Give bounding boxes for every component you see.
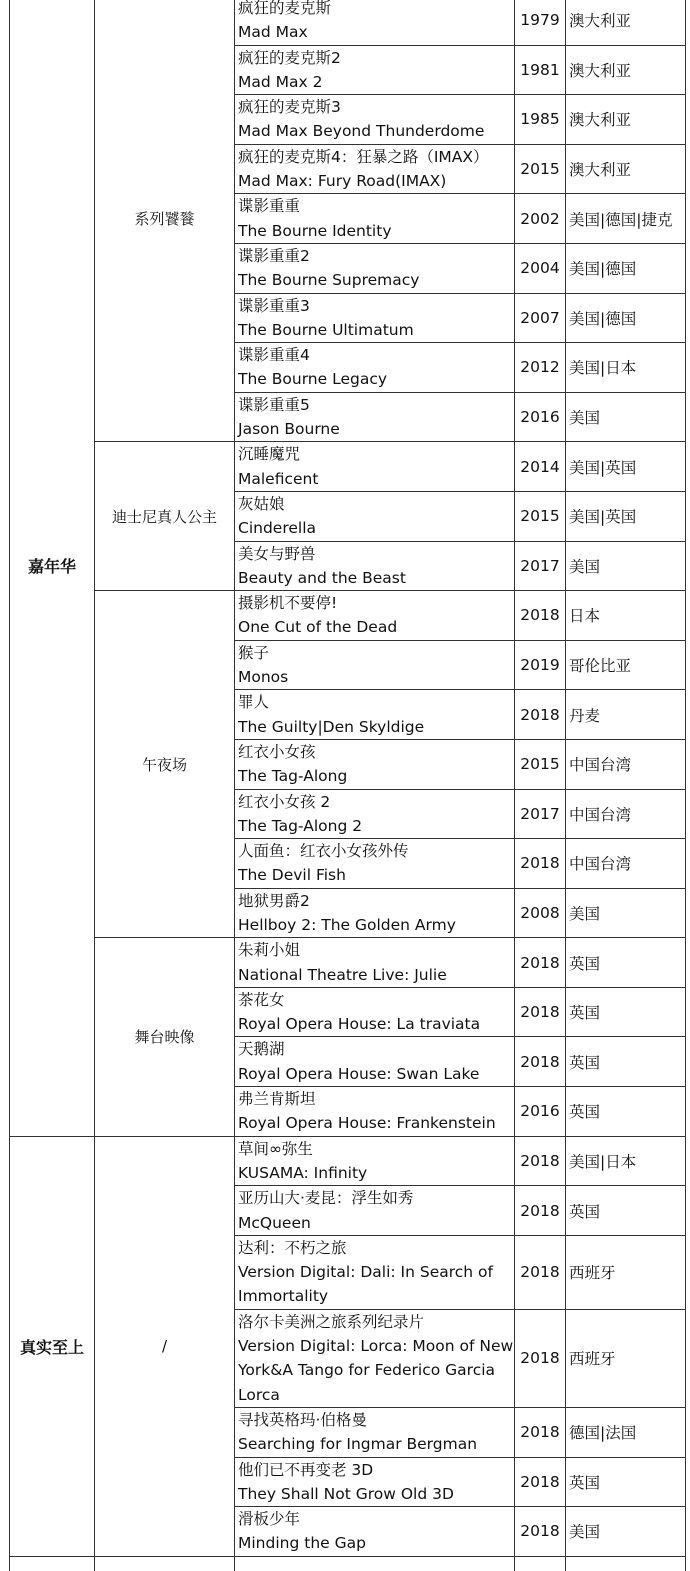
film-country: 中国台湾	[566, 739, 686, 789]
film-year: 2018	[515, 1235, 566, 1309]
subcategory-cell: 舞台映像	[95, 938, 235, 1136]
film-year: 1985	[515, 95, 566, 145]
film-title-en: Monos	[238, 668, 289, 687]
film-title-cell	[235, 1186, 515, 1236]
film-title-cell	[235, 1037, 515, 1087]
film-country: 英国	[566, 1457, 686, 1507]
film-year: 2018	[515, 1186, 566, 1236]
film-schedule-table	[9, 0, 686, 1571]
film-year: 2018	[515, 591, 566, 641]
film-title-zh: 罪人	[238, 693, 270, 712]
film-year: 2018	[515, 1507, 566, 1557]
film-title-en: Mad Max 2	[238, 72, 323, 91]
film-title-en: Searching for Ingmar Bergman	[238, 1435, 478, 1454]
film-country: 中国台湾	[566, 789, 686, 839]
film-country: 澳大利亚	[566, 45, 686, 95]
film-title-en: Royal Opera House: La traviata	[238, 1015, 481, 1034]
film-title-en: Royal Opera House: Frankenstein	[238, 1114, 496, 1133]
film-title-cell	[235, 243, 515, 293]
film-title-zh: 天鹅湖	[238, 1040, 285, 1059]
film-title-en: Version Digital: Lorca: Moon of New York&A Tango for Federico Garcia Lorca	[238, 1337, 514, 1404]
film-country: 中国台湾	[566, 839, 686, 889]
film-country: 美国|日本	[566, 1136, 686, 1186]
film-title-zh: 疯狂的麦克斯2	[238, 48, 341, 67]
film-title-zh: 地狱男爵2	[238, 891, 310, 910]
film-title-cell	[235, 789, 515, 839]
film-title-en: The Devil Fish	[238, 866, 346, 885]
film-title-cell	[235, 0, 515, 45]
film-country: 澳大利亚	[566, 0, 686, 45]
film-year: 2018	[515, 1037, 566, 1087]
film-year: 2017	[515, 541, 566, 591]
film-title-cell	[235, 491, 515, 541]
film-year: 2018	[515, 1309, 566, 1407]
film-title-en: One Cut of the Dead	[238, 618, 398, 637]
film-title-en: Mad Max: Fury Road(IMAX)	[238, 172, 447, 191]
film-title-en: Maleficent	[238, 469, 319, 488]
film-title-cell	[235, 541, 515, 591]
film-title-en: Royal Opera House: Swan Lake	[238, 1064, 480, 1083]
film-title-en: They Shall Not Grow Old 3D	[238, 1484, 454, 1503]
film-year: 2012	[515, 343, 566, 393]
film-title-en: Hellboy 2: The Golden Army	[238, 915, 456, 934]
film-country: 日本	[566, 591, 686, 641]
film-title-cell	[235, 442, 515, 492]
film-title-en: Mad Max	[238, 23, 308, 42]
subcategory-cell: 系列饕餮	[95, 0, 235, 442]
film-country: 英国	[566, 1186, 686, 1236]
film-country: 美国	[566, 888, 686, 938]
film-title-cell	[235, 392, 515, 442]
film-title-cell	[235, 987, 515, 1037]
film-title-en: Cinderella	[238, 519, 317, 538]
film-title-zh: 茶花女	[238, 990, 285, 1009]
film-year: 1979	[515, 0, 566, 45]
film-title-cell	[235, 1087, 515, 1137]
film-year: 2008	[515, 888, 566, 938]
film-title-zh: 寻找英格玛·伯格曼	[238, 1410, 367, 1429]
film-title-zh: 滑板少年	[238, 1510, 301, 1529]
film-country: 英国	[566, 987, 686, 1037]
film-title-cell	[235, 293, 515, 343]
film-title-zh: 疯狂的麦克斯4：狂暴之路（IMAX）	[238, 147, 489, 166]
table-row	[10, 442, 686, 492]
film-country: 美国	[566, 1507, 686, 1557]
film-title-en: McQueen	[238, 1213, 311, 1232]
film-title-zh: 沉睡魔咒	[238, 445, 301, 464]
film-title-en: The Bourne Legacy	[238, 370, 388, 389]
film-title-zh: 谍影重重3	[238, 296, 310, 315]
film-year: 2018	[515, 1407, 566, 1457]
film-title-zh: 谍影重重4	[238, 346, 310, 365]
film-title-zh: 草间∞弥生	[238, 1139, 313, 1158]
film-title-cell	[235, 45, 515, 95]
film-year: 2018	[515, 839, 566, 889]
film-title-cell	[235, 343, 515, 393]
film-year: 2018	[515, 938, 566, 988]
film-title-en: The Tag-Along 2	[238, 816, 363, 835]
film-country: 美国|日本	[566, 343, 686, 393]
film-country: 美国|德国|捷克	[566, 194, 686, 244]
film-title-cell	[235, 591, 515, 641]
film-title-cell	[235, 640, 515, 690]
film-title-en: The Bourne Ultimatum	[238, 320, 414, 339]
film-title-en: The Guilty|Den Skyldige	[238, 717, 425, 736]
empty-cell	[235, 1556, 515, 1571]
film-year: 2014	[515, 442, 566, 492]
film-country: 哥伦比亚	[566, 640, 686, 690]
film-title-zh: 疯狂的麦克斯	[238, 0, 332, 17]
film-title-en: Version Digital: Dali: In Search of Immortality	[238, 1263, 493, 1306]
film-title-cell	[235, 739, 515, 789]
table-row	[10, 0, 686, 45]
subcategory-cell: 午夜场	[95, 591, 235, 938]
film-title-cell	[235, 144, 515, 194]
film-country: 美国	[566, 541, 686, 591]
film-title-cell	[235, 839, 515, 889]
film-title-zh: 他们已不再变老 3D	[238, 1460, 374, 1479]
film-year: 2015	[515, 491, 566, 541]
film-title-cell	[235, 690, 515, 740]
table-row	[10, 938, 686, 988]
film-year: 2018	[515, 690, 566, 740]
film-title-zh: 人面鱼：红衣小女孩外传	[238, 842, 409, 861]
film-title-cell	[235, 1235, 515, 1309]
table-row	[10, 1136, 686, 1186]
film-country: 西班牙	[566, 1235, 686, 1309]
table-row	[10, 591, 686, 641]
film-title-cell	[235, 95, 515, 145]
film-country: 澳大利亚	[566, 95, 686, 145]
category-cell: 真实至上	[10, 1136, 95, 1556]
film-title-zh: 灰姑娘	[238, 494, 285, 513]
table-row-cut	[10, 1556, 686, 1571]
film-title-zh: 弗兰肯斯坦	[238, 1090, 316, 1109]
film-year: 2017	[515, 789, 566, 839]
film-title-zh: 谍影重重5	[238, 395, 310, 414]
film-country: 美国|德国	[566, 243, 686, 293]
film-title-zh: 达利：不朽之旅	[238, 1238, 347, 1257]
film-title-zh: 摄影机不要停!	[238, 594, 338, 613]
film-title-en: National Theatre Live: Julie	[238, 965, 447, 984]
empty-cell	[95, 1556, 235, 1571]
film-title-zh: 洛尔卡美洲之旅系列纪录片	[238, 1312, 425, 1331]
subcategory-cell: 迪士尼真人公主	[95, 442, 235, 591]
empty-cell	[10, 1556, 95, 1571]
film-title-zh: 红衣小女孩	[238, 742, 316, 761]
empty-cell	[515, 1556, 566, 1571]
film-title-cell	[235, 1309, 515, 1407]
film-title-zh: 疯狂的麦克斯3	[238, 98, 341, 117]
film-year: 2018	[515, 987, 566, 1037]
film-country: 德国|法国	[566, 1407, 686, 1457]
film-title-cell	[235, 1507, 515, 1557]
film-year: 2016	[515, 392, 566, 442]
film-title-cell	[235, 1407, 515, 1457]
film-title-zh: 朱莉小姐	[238, 941, 301, 960]
film-year: 2018	[515, 1457, 566, 1507]
film-title-zh: 亚历山大·麦昆：浮生如秀	[238, 1189, 414, 1208]
film-title-zh: 红衣小女孩 2	[238, 792, 331, 811]
film-year: 2015	[515, 739, 566, 789]
film-country: 英国	[566, 1087, 686, 1137]
film-country: 丹麦	[566, 690, 686, 740]
film-year: 2018	[515, 1136, 566, 1186]
film-title-en: KUSAMA: Infinity	[238, 1163, 368, 1182]
film-year: 2016	[515, 1087, 566, 1137]
film-title-cell	[235, 194, 515, 244]
film-year: 1981	[515, 45, 566, 95]
film-title-cell	[235, 888, 515, 938]
film-title-en: The Bourne Supremacy	[238, 271, 420, 290]
film-year: 2015	[515, 144, 566, 194]
film-country: 英国	[566, 1037, 686, 1087]
film-table-body	[10, 0, 686, 1571]
film-title-zh: 谍影重重	[238, 197, 301, 216]
film-year: 2007	[515, 293, 566, 343]
film-title-cell	[235, 938, 515, 988]
empty-cell	[566, 1556, 686, 1571]
film-country: 英国	[566, 938, 686, 988]
film-year: 2019	[515, 640, 566, 690]
film-title-en: Jason Bourne	[238, 420, 340, 439]
category-cell: 嘉年华	[10, 0, 95, 1136]
film-country: 美国|德国	[566, 293, 686, 343]
film-country: 澳大利亚	[566, 144, 686, 194]
film-title-zh: 美女与野兽	[238, 544, 316, 563]
film-country: 美国|英国	[566, 442, 686, 492]
film-country: 西班牙	[566, 1309, 686, 1407]
film-title-en: Beauty and the Beast	[238, 568, 406, 587]
film-title-en: The Tag-Along	[238, 767, 348, 786]
film-country: 美国	[566, 392, 686, 442]
film-title-zh: 猴子	[238, 643, 270, 662]
film-title-en: Mad Max Beyond Thunderdome	[238, 122, 485, 141]
film-title-en: Minding the Gap	[238, 1534, 366, 1553]
film-year: 2002	[515, 194, 566, 244]
film-title-cell	[235, 1136, 515, 1186]
film-year: 2004	[515, 243, 566, 293]
film-title-cell	[235, 1457, 515, 1507]
film-title-en: The Bourne Identity	[238, 221, 392, 240]
subcategory-cell: /	[95, 1136, 235, 1556]
film-title-zh: 谍影重重2	[238, 246, 310, 265]
film-country: 美国|英国	[566, 491, 686, 541]
